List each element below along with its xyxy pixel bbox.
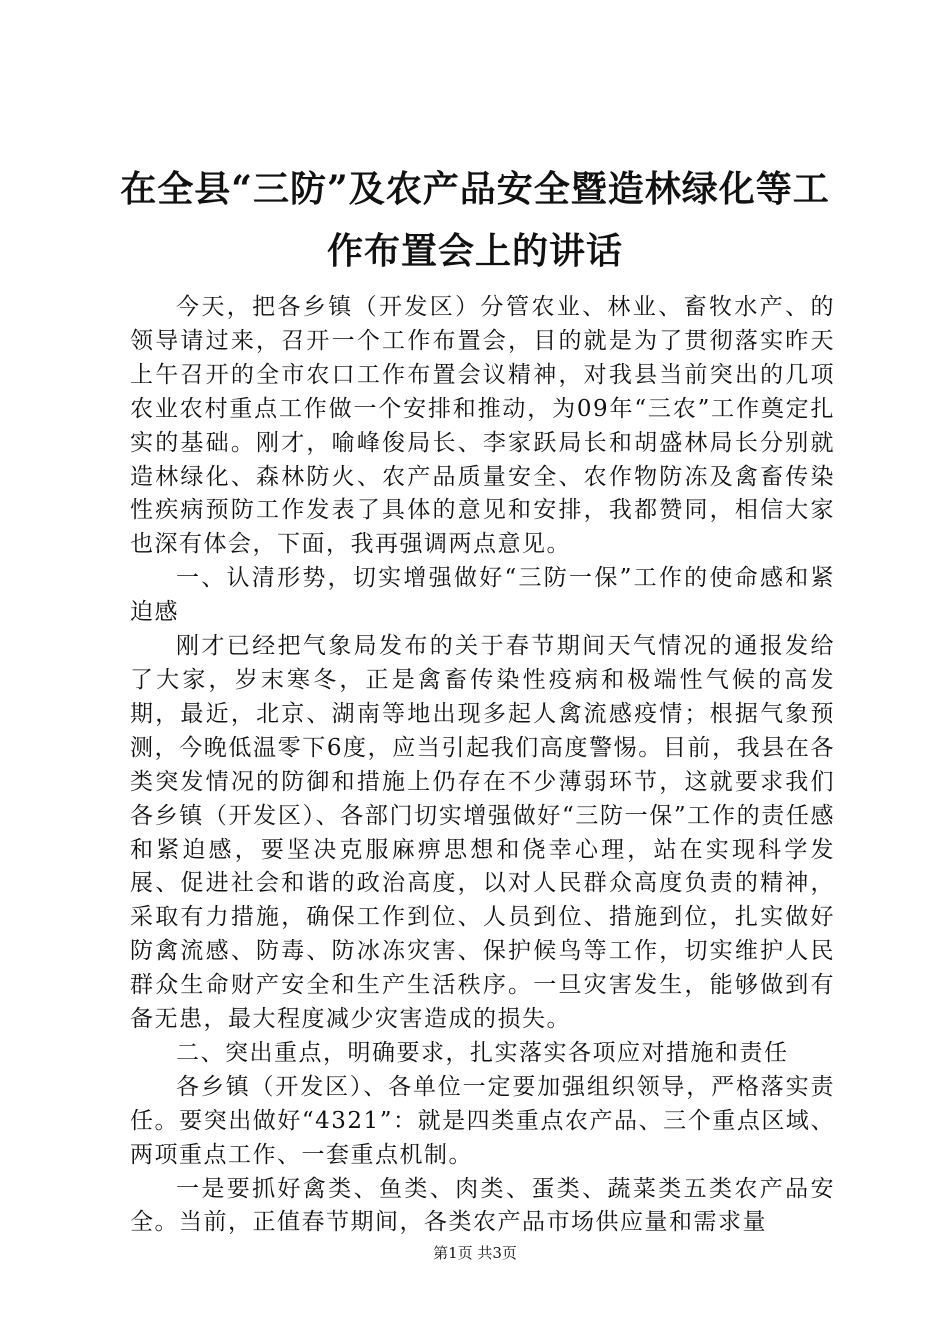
paragraph-intro: 今天，把各乡镇（开发区）分管农业、林业、畜牧水产、的领导请过来，召开一个工作布置会，目的就是为了贯彻落实昨天上午召开的全市农口工作布置会议精神，对我县当前突出的几项农业农村重点工作做一个安排和推动，为09年“三农”工作奠定扎实的基础。刚才，喻峰俊局长、李家跃局长和胡盛林局长分别就造林绿化、森林防火、农产品质量安全、农作物防冻及禽畜传染性疾病预防工作发表了具体的意见和安排，我都赞同，相信大家也深有体会，下面，我再强调两点意见。 bbox=[130, 294, 835, 558]
page-footer: 第1页 共3页 bbox=[433, 1244, 517, 1262]
title-line-1: 在全县“三防”及农产品安全暨造林绿化等工 bbox=[120, 168, 830, 210]
title-line-2: 作布置会上的讲话 bbox=[326, 230, 623, 272]
paragraph-point-1: 一是要抓好禽类、鱼类、肉类、蛋类、蔬菜类五类农产品安全。当前，正值春节期间，各类农产品市场供应量和需求量 bbox=[130, 1175, 835, 1236]
paragraph-section-1: 刚才已经把气象局发布的关于春节期间天气情况的通报发给了大家，岁末寒冬，正是禽畜传染性疫病和极端性气候的高发期，最近，北京、湖南等地出现多起人禽流感疫情；根据气象预测，今晚低温零下6度，应当引起我们高度警惕。目前，我县在各类突发情况的防御和措施上仍存在不少薄弱环节，这就要求我们各乡镇（开发区）、各部门切实增强做好“三防一保”工作的责任感和紧迫感，要坚决克服麻痹思想和侥幸心理，站在实现科学发展、促进社会和谐的政治高度，以对人民群众高度负责的精神，采取有力措施，确保工作到位、人员到位、措施到位，扎实做好防禽流感、防毒、防冰冻灾害、保护候鸟等工作，切实维护人民群众生命财产安全和生产生活秩序。一旦灾害发生，能够做到有备无患，最大程度减少灾害造成的损失。 bbox=[130, 633, 835, 1033]
document-body bbox=[130, 291, 835, 1240]
paragraph-section-2: 各乡镇（开发区）、各单位一定要加强组织领导，严格落实责任。要突出做好“4321”：就是四类重点农产品、三个重点区域、两项重点工作、一套重点机制。 bbox=[130, 1073, 835, 1168]
section-heading-1: 一、认清形势，切实增强做好“三防一保”工作的使命感和紧迫感 bbox=[130, 565, 835, 626]
section-heading-2: 二、突出重点，明确要求，扎实落实各项应对措施和责任 bbox=[176, 1039, 789, 1066]
document-title bbox=[110, 158, 840, 282]
